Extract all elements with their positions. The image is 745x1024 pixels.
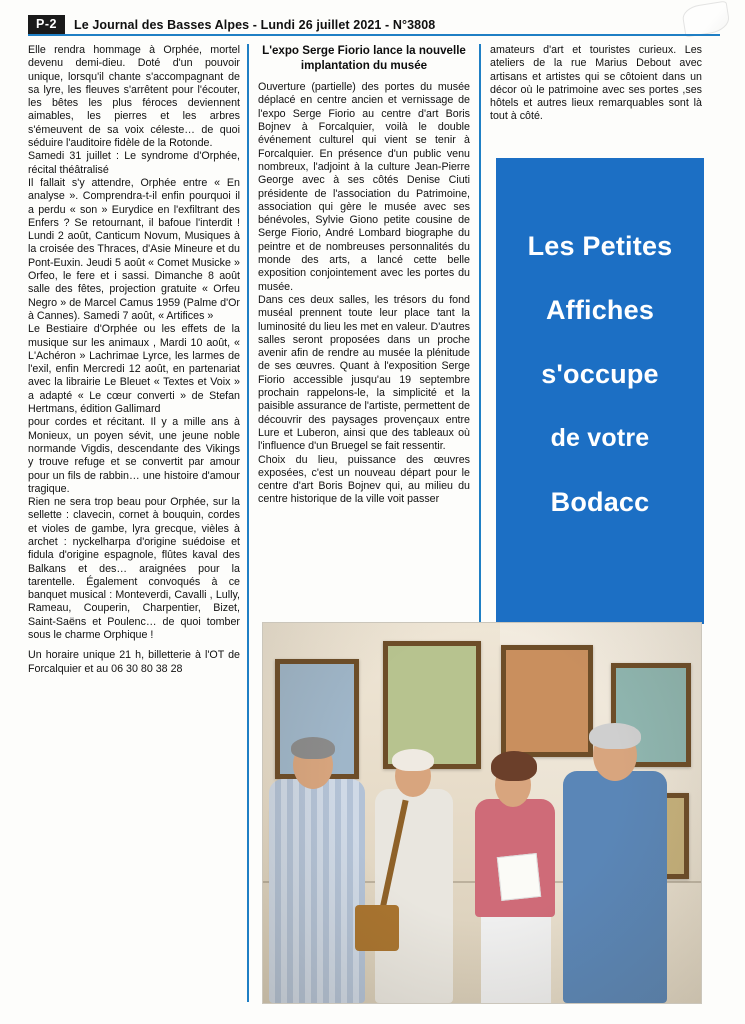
ad-line-5: Bodacc [550,487,650,517]
column-divider-2 [479,44,481,622]
article-photograph [262,622,702,1004]
person-legs [481,911,551,1003]
paragraph: Rien ne sera trop beau pour Orphée, sur la sellette : clavecin, cornet à bouquin, cordes et violes de gambe, lyra grecque, vièles à archet : nyckelharpa d'origine suédoise et fidula d'origine espagnole, flûtes kaval des Balkans et des… araignées pour la tarentelle. Également convoqués à ce banquet musical : Monteverdi, Cavalli , Lully, Rameau, Couperin, Charpentier, Bizet, Saint-Saëns et Poulenc… de quoi tomber sous le charme Orphique ! [28,496,240,642]
advertisement-block[interactable] [496,158,704,624]
advertisement-text [496,214,704,534]
paragraph: pour cordes et récitant. Il y a mille ans à Monieux, un poyen sévit, une jeune noble normande Vigdis, descendante des Vikings y trouve refuge et se convertit par amour pour un fils de rabbin… une histoire d'amour tragique. [28,416,240,495]
article-column-1 [28,44,240,676]
ad-line-2: Affiches [545,295,655,325]
paragraph: Il fallait s'y attendre, Orphée entre « En analyse ». Comprendra-t-il enfin pourquoi il a perdu « son » Eurydice en l'exfiltrant des Enfers ? Se retournant, il bafoue l'interdit ! Lundi 2 août, Canticum Novum, Musiques à la croisée des Thraces, d'Asie Mineure et du Pont-Euxin. Jeudi 5 août « Comet Musicke » Orfeo, le fere et i sassi. Dimanche 8 août salle des fêtes, projection gratuite « Orfeu Negro » de Marcel Camus 1959 (Palme d'Or à Cannes). Samedi 7 août, « Artifices » [28,176,240,322]
painting-frame [383,641,481,769]
paragraph: Ouverture (partielle) des portes du musée déplacé en centre ancien et vernissage de l'expo Serge Fiorio au centre d'art Boris Bojnev à Forcalquier, voilà le double événement culturel qui vient se tenir à Forcalquier. En présence d'un public venu nombreux, l'adjoint à la culture Jean-Pierre George avec à ses côtés Denise Ciuti présidente de l'association du Patrimoine, association qui gère le musée avec ses bénévoles, Sylvie Giono petite cousine de Serge Fiorio, André Lombard biographe du peintre et de nombreuses personnalités du monde des arts, a lancé cette belle exposition conjointement avec les portes du musée. [258,81,470,293]
ad-line-4: de votre [550,424,650,452]
paragraph: amateurs d'art et touristes curieux. Les ateliers de la rue Marius Debout avec artisans et artistes qui se côtoient dans un décor où le patrimoine avec ses portes ,ses hôtels et autres lieux remarquables sont là tout à côté. [490,44,702,123]
paragraph: Un horaire unique 21 h, billetterie à l'OT de Forcalquier et au 06 30 80 38 28 [28,649,240,675]
paragraph: Choix du lieu, puissance des œuvres exposées, c'est un nouveau départ pour le centre d'art Boris Bojnev qui, au milieu du centre historique de la ville voit passer [258,453,470,506]
person-body [269,779,365,1003]
paragraph: Samedi 31 juillet : Le syndrome d'Orphée, récital théâtralisé [28,150,240,176]
article-column-2 [258,44,470,507]
paragraph: Le Bestiaire d'Orphée ou les effets de la musique sur les animaux , Mardi 10 août, « L'Achéron » Lachrimae Lyrce, les larmes de l'exil, enfin Mercredi 12 août, en partenariat avec la librairie Le Bleuet « Textes et Voix » a adapté « Le cœur converti » de Stefan Hertmans, édition Gallimard [28,323,240,416]
page-number-badge: P-2 [28,15,65,35]
paragraph: Elle rendra hommage à Orphée, mortel devenu demi-dieu. Doté d'un pouvoir unique, lorsqu'il chante s'accompagnant de sa lyre, les fleuves s'arrêtent pour l'écouter, les bêtes les plus féroces deviennent aimables, les pierres et les arbres s'émeuvent de sa voix céleste… de quoi séduire l'auditoire fidèle de la Rotonde. [28,44,240,150]
scan-artifact-curl [681,1,731,38]
newspaper-title: Le Journal des Basses Alpes - Lundi 26 juillet 2021 - N°3808 [73,18,436,32]
masthead-rule [28,34,720,36]
column-divider-1 [247,44,249,1002]
paragraph: Dans ces deux salles, les trésors du fond muséal prennent toute leur place tant la luminosité du lieu les met en valeur. D'autres salles seront proposées dans un proche avenir afin de rendre au musée la plénitude de ses œuvres. Quant à l'exposition Serge Fiorio accessible jusqu'au 19 septembre prochain rappelons-le, la simplicité et la paisible assurance de l'artiste, permettent de découvrir des paysages provençaux entre Lure et Luberon, ainsi que des tableaux où l'influence d'un Bruegel se fait ressentir. [258,293,470,453]
article-column-3 [490,44,702,124]
spacer [28,642,240,649]
person-hair [291,737,335,759]
ad-line-3: s'occupe [541,359,659,389]
person-hair [589,723,641,749]
ad-line-1: Les Petites [527,231,673,261]
held-document [497,853,541,901]
article-headline: L'expo Serge Fiorio lance la nouvelle implantation du musée [262,44,466,72]
person-hair [392,749,434,771]
painting-frame [501,645,593,757]
person-body [563,771,667,1003]
person-hair [491,751,537,781]
shoulder-bag [355,905,399,951]
